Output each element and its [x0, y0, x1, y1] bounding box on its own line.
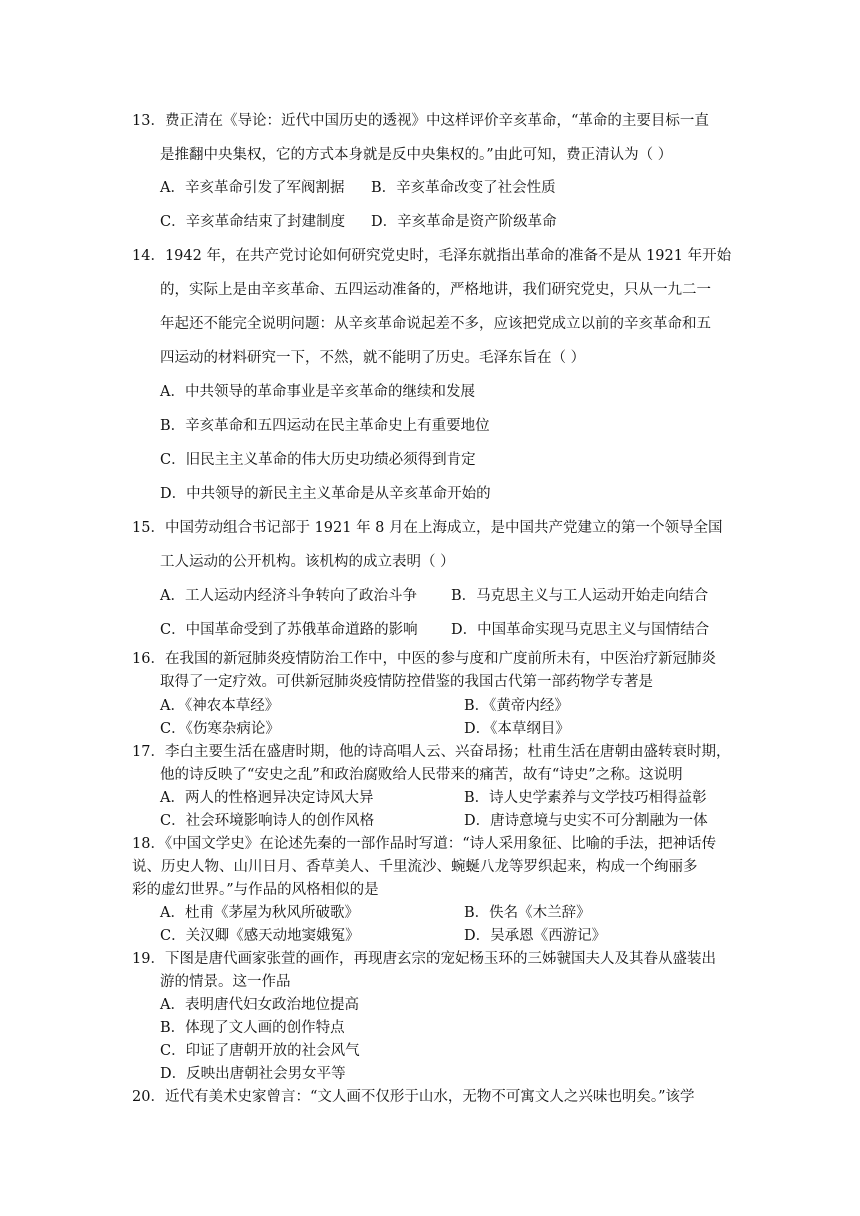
question-18-option-d: D．吴承恩《西游记》 [464, 928, 607, 944]
question-19-option-d: D．反映出唐朝社会男女平等 [160, 1066, 346, 1082]
question-13-option-b: B．辛亥革命改变了社会性质 [371, 180, 556, 196]
question-14-stem-cont-1: 的，实际上是由辛亥革命、五四运动准备的，严格地讲，我们研究党史，只从一九二一 [160, 282, 711, 298]
question-16-stem-cont: 取得了一定疗效。可供新冠肺炎疫情防控借鉴的我国古代第一部药物学专著是 [160, 674, 653, 690]
question-17-option-a: A．两人的性格迥异决定诗风大异 [160, 790, 374, 806]
question-18-option-a: A．杜甫《茅屋为秋风所破歌》 [160, 905, 359, 921]
question-17-stem-cont: 他的诗反映了“安史之乱”和政治腐败给人民带来的痛苦，故有“诗史”之称。这说明 [160, 767, 683, 783]
question-15-stem: 15．中国劳动组合书记部于 1921 年 8 月在上海成立，是中国共产党建立的第一个领导全国 [132, 520, 723, 536]
question-18-option-b: B．佚名《木兰辞》 [464, 905, 591, 921]
question-16-stem: 16．在我国的新冠肺炎疫情防治工作中，中医的参与度和广度前所未有，中医治疗新冠肺炎 [132, 651, 716, 667]
question-13-option-a: A．辛亥革命引发了军阀割据 [160, 180, 345, 196]
question-13-stem-cont: 是推翻中央集权，它的方式本身就是反中央集权的。”由此可知，费正清认为（ ） [160, 147, 673, 163]
question-13-stem: 13．费正清在《导论：近代中国历史的透视》中这样评价辛亥革命，“革命的主要目标一直 [132, 113, 709, 129]
question-15-option-c: C．中国革命受到了苏俄革命道路的影响 [160, 622, 418, 638]
question-16-option-c: C．《伤寒杂病论》 [160, 721, 280, 737]
question-17-option-b: B．诗人史学素养与文学技巧相得益彰 [464, 790, 707, 806]
question-14-option-b: B．辛亥革命和五四运动在民主革命史上有重要地位 [160, 418, 490, 434]
question-16-option-d: D．《本草纲目》 [464, 721, 570, 737]
question-19-stem: 19．下图是唐代画家张萱的画作，再现唐玄宗的宠妃杨玉环的三姊虢国夫人及其眷从盛装出 [132, 951, 716, 967]
question-14-option-a: A．中共领导的革命事业是辛亥革命的继续和发展 [160, 384, 475, 400]
question-18-option-c: C．关汉卿《感天动地窦娥冤》 [160, 928, 360, 944]
question-17-stem: 17．李白主要生活在盛唐时期，他的诗高唱人云、兴奋昂扬；杜甫生活在唐朝由盛转衰时期， [132, 744, 731, 760]
question-19-option-b: B．体现了文人画的创作特点 [160, 1020, 345, 1036]
question-14-stem-cont-2: 年起还不能完全说明问题：从辛亥革命说起差不多，应该把党成立以前的辛亥革命和五 [160, 316, 711, 332]
question-14-stem: 14．1942 年，在共产党讨论如何研究党史时，毛泽东就指出革命的准备不是从 1921 年开始 [132, 248, 732, 264]
question-19-option-c: C．印证了唐朝开放的社会风气 [160, 1043, 360, 1059]
question-14-stem-cont-3: 四运动的材料研究一下，不然，就不能明了历史。毛泽东旨在（ ） [160, 350, 586, 366]
question-17-option-c: C．社会环境影响诗人的创作风格 [160, 813, 375, 829]
question-15-option-d: D．中国革命实现马克思主义与国情结合 [451, 622, 710, 638]
question-15-option-a: A．工人运动内经济斗争转向了政治斗争 [160, 588, 417, 604]
question-18-stem-cont-2: 彩的虚幻世界。”与作品的风格相似的是 [132, 882, 379, 898]
question-14-option-d: D．中共领导的新民主主义革命是从辛亥革命开始的 [160, 486, 491, 502]
question-13-option-d: D．辛亥革命是资产阶级革命 [371, 214, 557, 230]
question-19-option-a: A．表明唐代妇女政治地位提高 [160, 997, 359, 1013]
question-18-stem: 18．《中国文学史》在论述先秦的一部作品时写道：“诗人采用象征、比喻的手法，把神话传 [132, 836, 717, 852]
question-20-stem: 20．近代有美术史家曾言：“文人画不仅形于山水，无物不可寓文人之兴味也明矣。”该学 [132, 1089, 695, 1105]
question-15-option-b: B．马克思主义与工人运动开始走向结合 [451, 588, 709, 604]
question-17-option-d: D．唐诗意境与史实不可分割融为一体 [464, 813, 708, 829]
question-16-option-b: B．《黄帝内经》 [464, 698, 569, 714]
question-18-stem-cont-1: 说、历史人物、山川日月、香草美人、千里流沙、蜿蜒八龙等罗织起来，构成一个绚丽多 [132, 859, 698, 875]
question-13-option-c: C．辛亥革命结束了封建制度 [160, 214, 346, 230]
question-16-option-a: A．《神农本草经》 [160, 698, 280, 714]
question-14-option-c: C．旧民主主义革命的伟大历史功绩必须得到肯定 [160, 452, 476, 468]
question-15-stem-cont: 工人运动的公开机构。该机构的成立表明（ ） [160, 554, 455, 570]
question-19-stem-cont: 游的情景。这一作品 [160, 974, 291, 990]
